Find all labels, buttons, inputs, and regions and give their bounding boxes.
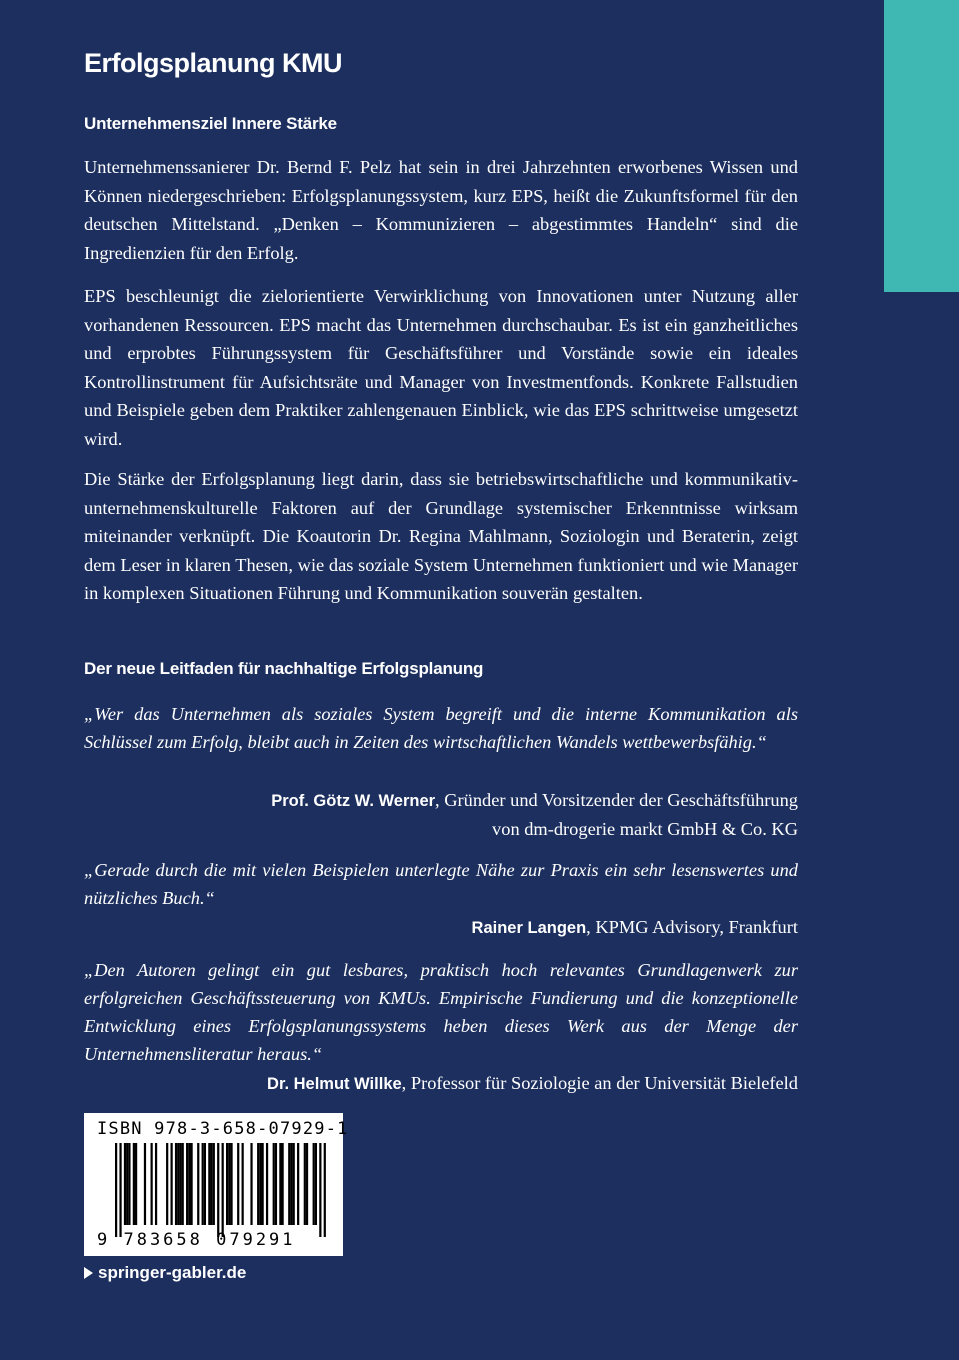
quote-2-attribution [84,913,798,942]
barcode-bar [290,1143,292,1225]
barcode-bar [262,1143,264,1225]
barcode-bar [242,1143,244,1225]
barcode-bar [182,1143,184,1225]
quote-3-text: „Den Autoren gelingt ein gut lesbares, praktisch hoch relevantes Grundlagenwerk zur erfolgreichen Geschäftssteuerung von KMUs. Empirische Fundierung und die konzeptionelle Entwicklung eines Erfolgsplanungssystems heben dieses Werk aus der Menge der Unternehmensliteratur heraus.“ [84,960,798,1064]
quote-3-role: , Professor für Soziologie an der Universität Bielefeld [401,1073,798,1093]
quote-2-text: „Gerade durch die mit vielen Beispielen unterlegte Nähe zur Praxis ein sehr lesenswertes und nützliches Buch.“ [84,860,798,908]
barcode-bar [128,1143,130,1225]
quote-3-author: Dr. Helmut Willke [267,1075,402,1093]
barcode-bar [324,1143,326,1237]
publisher-link[interactable] [84,1263,246,1283]
barcode-bar [179,1143,181,1225]
barcode-bar [186,1143,188,1225]
barcode-bar [273,1143,275,1225]
book-title: Erfolgsplanung KMU [84,48,342,78]
quote-3-attribution [84,1069,798,1098]
barcode-bar [279,1143,281,1225]
barcode-bar [155,1143,157,1225]
barcode-bar [306,1143,308,1225]
quote-2-author: Rainer Langen [471,919,587,937]
barcode-bar [124,1143,126,1225]
paragraph-2: EPS beschleunigt die zielorientierte Verwirklichung von Innovationen unter Nutzung aller vorhandenen Ressourcen. EPS macht das Unternehmen durchschaubar. Es ist ein ganzheitliches und erprobtes Führungssystem für Geschäftsführer und Vorstände sowie ein ideales Kontrollinstrument für Aufsichtsräte und Manager von Investmentfonds. Konkrete Fallstudien und Beispiele geben dem Praktiker zahlengenauen Einblick, wie das EPS schrittweise umgesetzt wird. [84,286,798,449]
barcode-bar [237,1143,239,1225]
barcode-bar [188,1143,190,1225]
barcode-bar [250,1143,252,1225]
barcode-bar [190,1143,192,1225]
barcode-bar [217,1143,219,1237]
barcode-bar [204,1143,206,1225]
barcode-bar [293,1143,295,1225]
barcode-bar [175,1143,177,1225]
barcode-bar [304,1143,306,1225]
barcode-bar [135,1143,137,1225]
isbn-number: ISBN 978-3-658-07929-1 [97,1119,349,1139]
barcode-bar [144,1143,146,1225]
barcode-bar [266,1143,268,1225]
barcode-bar [213,1143,215,1225]
barcode-bar [171,1143,173,1225]
quote-1-role-line2: von dm-drogerie markt GmbH & Co. KG [492,819,798,839]
barcode-bar [208,1143,210,1225]
barcode-bar [315,1143,317,1225]
quote-1-role: , Gründer und Vorsitzender der Geschäftsführung [435,790,798,810]
barcode-bar [166,1143,168,1225]
barcode-bar [197,1143,199,1225]
paragraph-1: Unternehmenssanierer Dr. Bernd F. Pelz hat sein in drei Jahrzehnten erworbenes Wissen und Können niedergeschrieben: Erfolgsplanungssystem, kurz EPS, heißt die Zukunftsformel für den deutschen Mittelstand. „Denken – Kommunizieren – abgestimmtes Handeln“ sind die Ingredienzien für den Erfolg. [84,157,798,263]
barcode-bar [228,1143,230,1225]
barcode-bar [210,1143,212,1225]
ean-digits: 9 783658 079291 [97,1230,296,1250]
barcode-bar [259,1143,261,1225]
barcode-bar [257,1143,259,1225]
quote-1-author: Prof. Götz W. Werner [271,792,436,810]
book-subtitle: Unternehmensziel Innere Stärke [84,114,337,133]
quotes-heading: Der neue Leitfaden für nachhaltige Erfolgsplanung [84,659,484,678]
barcode-bar [177,1143,179,1225]
barcode-bar [133,1143,135,1225]
barcode-bar [319,1143,321,1237]
barcode-bar [282,1143,284,1225]
isbn-barcode [84,1113,349,1256]
barcode-bar [119,1143,121,1237]
accent-color-bar [884,0,959,292]
barcode-bar [151,1143,153,1225]
barcode-bar [288,1143,290,1225]
quote-1-text: „Wer das Unternehmen als soziales System begreift und die interne Kommunikation als Schlüssel zum Erfolg, bleibt auch in Zeiten des wirtschaftlichen Wandels wettbewerbsfähig.“ [84,704,798,752]
barcode-bar [126,1143,128,1225]
arrow-right-icon [84,1267,93,1279]
barcode-bar [226,1143,228,1225]
quote-1-attribution [84,786,798,843]
barcode-bar [115,1143,117,1237]
barcode-bar [297,1143,299,1225]
publisher-url: springer-gabler.de [98,1263,247,1282]
quote-2-role: , KPMG Advisory, Frankfurt [586,917,798,937]
barcode-bar [202,1143,204,1225]
barcode-bar [313,1143,315,1225]
barcode-bar [230,1143,232,1225]
paragraph-3: Die Stärke der Erfolgsplanung liegt darin, dass sie betriebswirtschaftliche und kommunikativ-unternehmenskulturelle Faktoren auf der Grundlage systemischer Erkenntnisse wirksam miteinander verknüpft. Die Koautorin Dr. Regina Mahlmann, Soziologin und Beraterin, zeigt dem Leser in klaren Thesen, wie das soziale System Unternehmen funktioniert und wie Manager in komplexen Situationen Führung und Kommunikation souverän gestalten. [84,469,798,603]
barcode-bar [222,1143,224,1237]
barcode-bar [275,1143,277,1225]
